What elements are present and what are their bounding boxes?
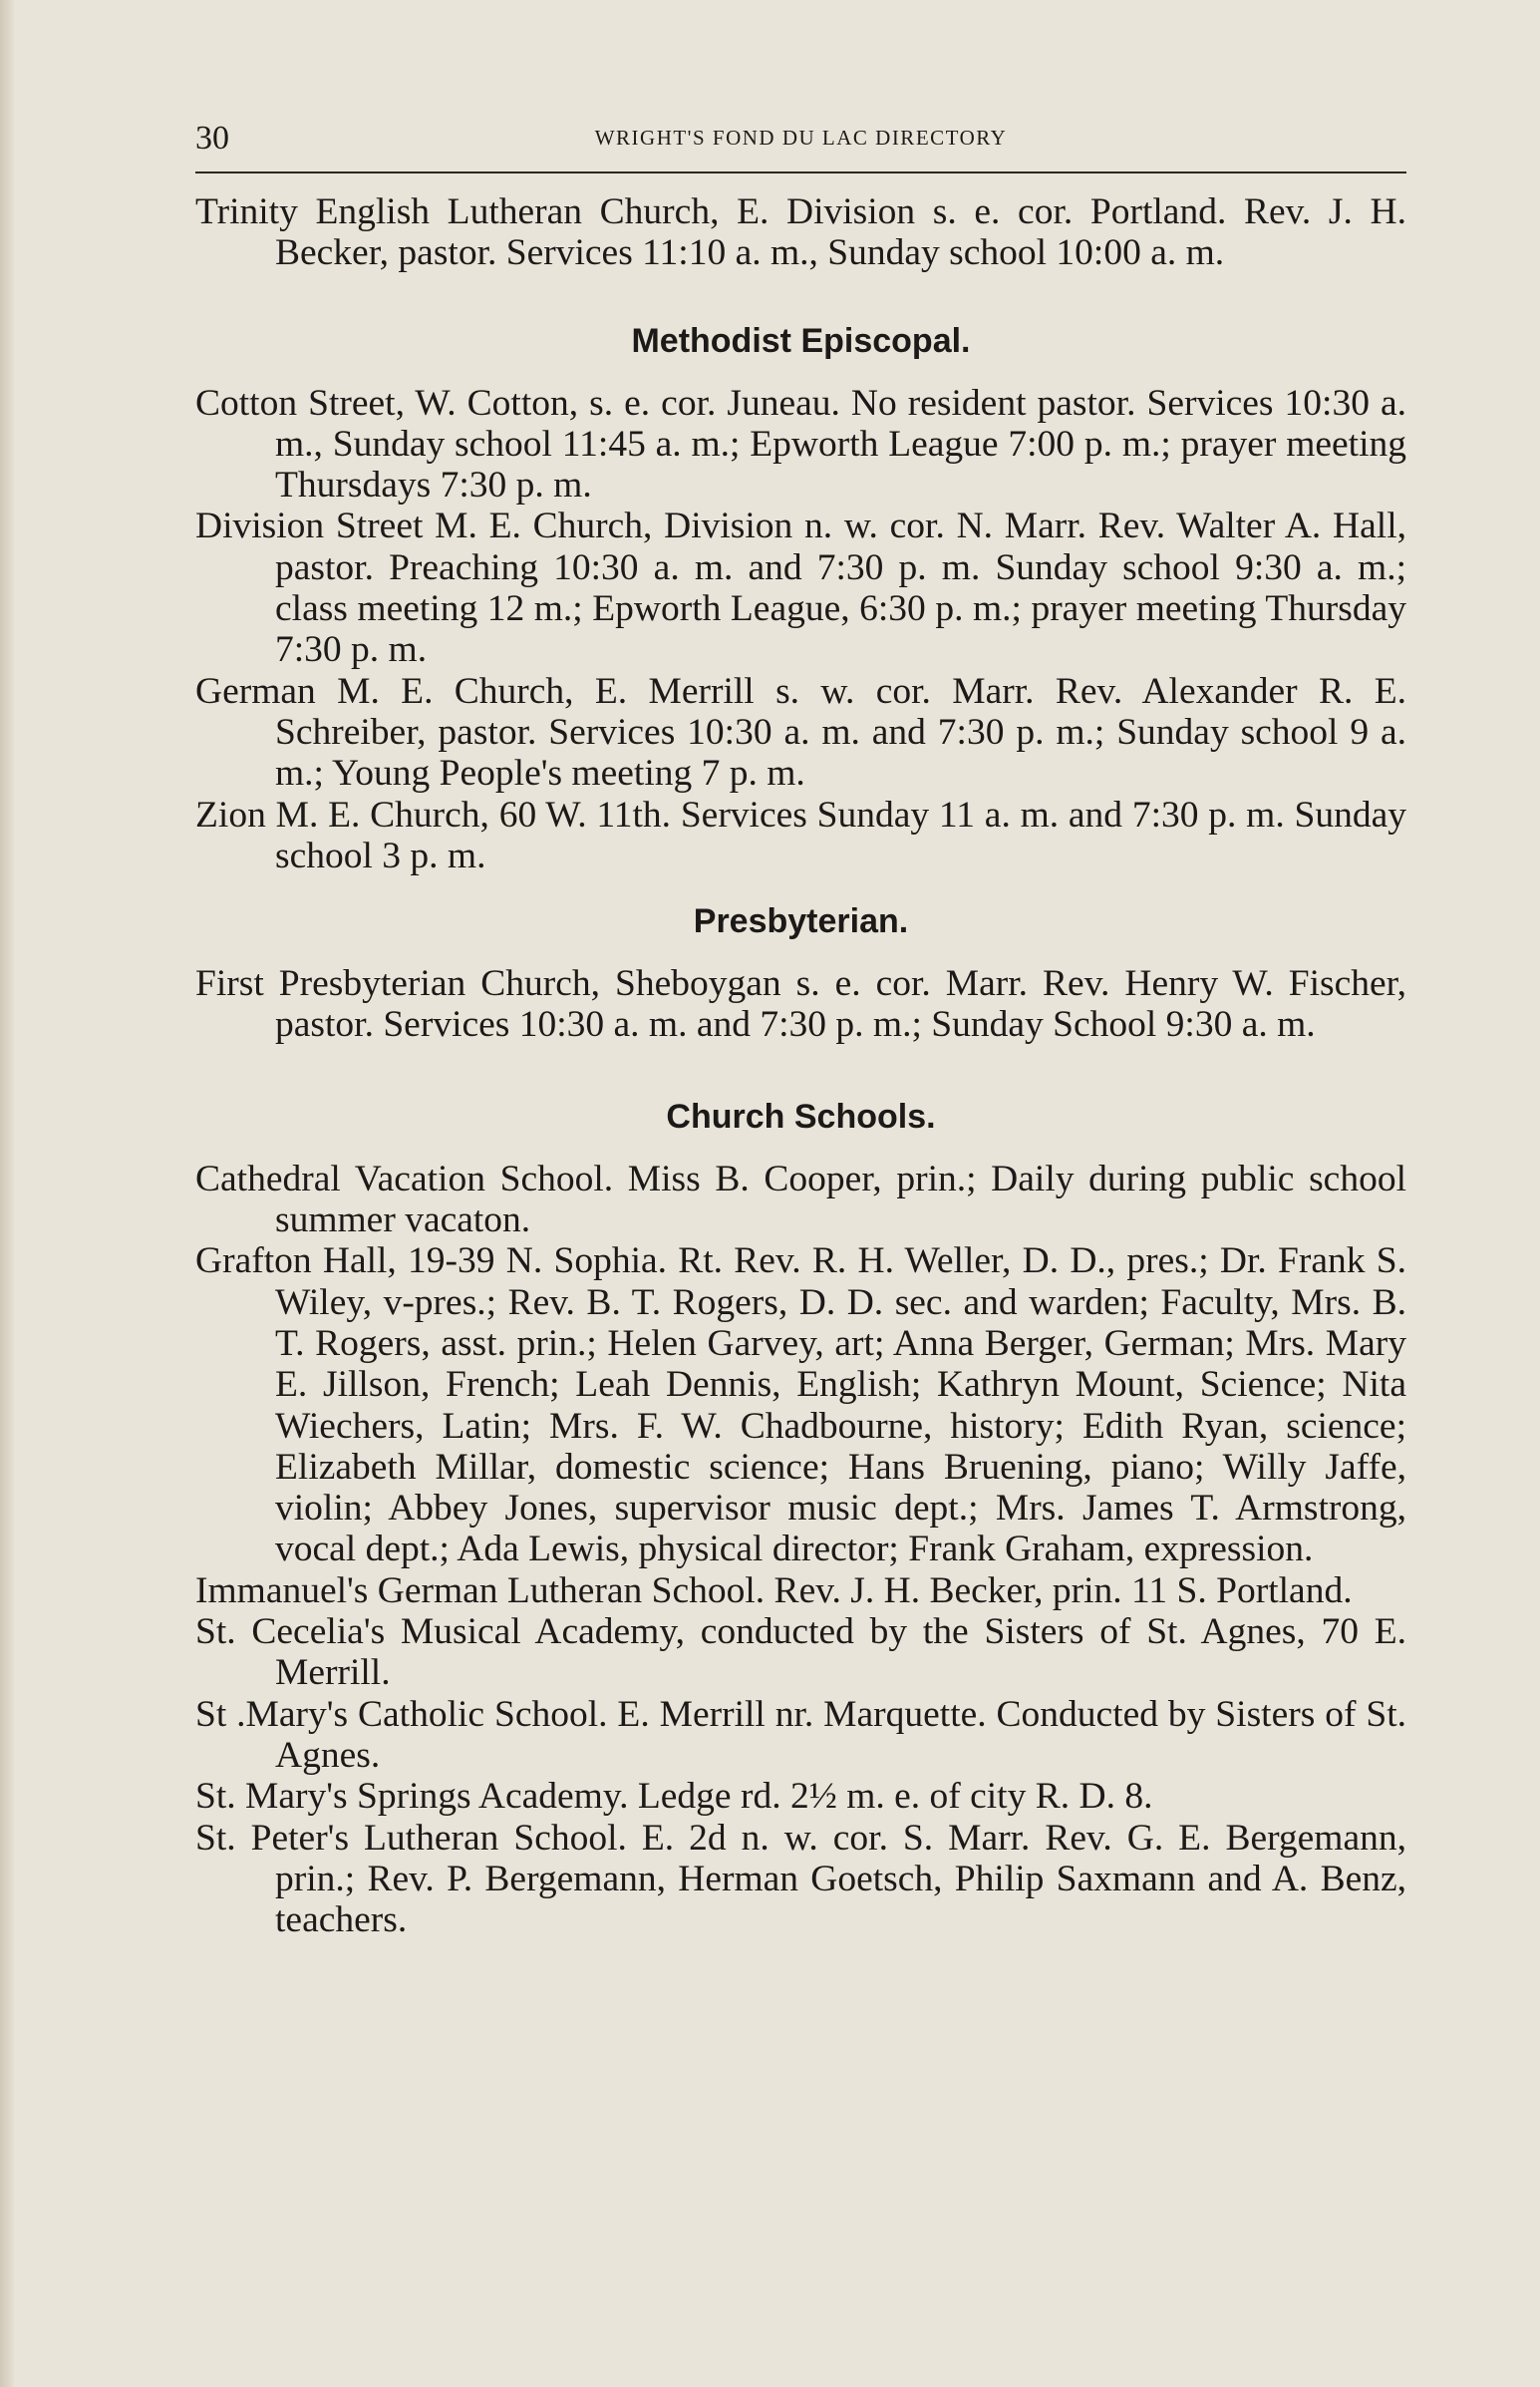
directory-entry-division-street: Division Street M. E. Church, Division n. w. cor. N. Marr. Rev. Walter A. Hall, pastor. Preaching 10:30 a. m. and 7:30 p. m. Sunday school 9:30 a. m.; class meeting 12 m.; Epworth League, 6:30 p. m.; prayer meeting Thursday 7:30 p. m. xyxy=(195,506,1406,671)
directory-content xyxy=(195,191,1406,1940)
directory-entry-st-cecelias-academy: St. Cecelia's Musical Academy, conducted by the Sisters of St. Agnes, 70 E. Merrill. xyxy=(195,1611,1406,1694)
page-header xyxy=(195,112,1406,173)
section-heading-methodist-episcopal: Methodist Episcopal. xyxy=(631,321,971,360)
directory-entry-zion-me-church: Zion M. E. Church, 60 W. 11th. Services Sunday 11 a. m. and 7:30 p. m. Sunday school 3 p. m. xyxy=(195,794,1406,876)
directory-entry-st-marys-catholic-school: St .Mary's Catholic School. E. Merrill nr. Marquette. Conducted by Sisters of St. Agnes. xyxy=(195,1693,1406,1776)
section-heading-church-schools: Church Schools. xyxy=(666,1097,936,1136)
directory-entry-cotton-street: Cotton Street, W. Cotton, s. e. cor. Juneau. No resident pastor. Services 10:30 a. m., Sunday school 11:45 a. m.; Epworth League 7:00 p. m.; prayer meeting Thursdays 7:30 p. m. xyxy=(195,382,1406,507)
directory-entry-trinity-english-lutheran: Trinity English Lutheran Church, E. Division s. e. cor. Portland. Rev. J. H. Becker, pastor. Services 11:10 a. m., Sunday school 10:00 a. m. xyxy=(195,191,1406,274)
directory-entry-st-peters-lutheran-school: St. Peter's Lutheran School. E. 2d n. w. cor. S. Marr. Rev. G. E. Bergemann, prin.; Rev. P. Bergemann, Herman Goetsch, Philip Saxmann and A. Benz, teachers. xyxy=(195,1817,1406,1941)
page-binding-edge xyxy=(0,0,14,2387)
directory-entry-st-marys-springs-academy: St. Mary's Springs Academy. Ledge rd. 2½ m. e. of city R. D. 8. xyxy=(195,1776,1153,1818)
directory-entry-grafton-hall: Grafton Hall, 19-39 N. Sophia. Rt. Rev. R. H. Weller, D. D., pres.; Dr. Frank S. Wiley, v-pres.; Rev. B. T. Rogers, D. D. sec. and warden; Faculty, Mrs. B. T. Rogers, asst. prin.; Helen Garvey, art; Anna Berger, German; Mrs. Mary E. Jillson, French; Leah Dennis, English; Kathryn Mount, Science; Nita Wiechers, Latin; Mrs. F. W. Chadbourne, history; Edith Ryan, science; Elizabeth Millar, domestic science; Hans Bruening, piano; Willy Jaffe, violin; Abbey Jones, supervisor music dept.; Mrs. James T. Armstrong, vocal dept.; Ada Lewis, physical director; Frank Graham, expression. xyxy=(195,1240,1406,1570)
section-heading-presbyterian: Presbyterian. xyxy=(693,902,909,941)
directory-entry-cathedral-vacation-school: Cathedral Vacation School. Miss B. Cooper, prin.; Daily during public school summer vacaton. xyxy=(195,1158,1406,1241)
directory-entry-immanuels-german-lutheran: Immanuel's German Lutheran School. Rev. J. H. Becker, prin. 11 S. Portland. xyxy=(195,1569,1353,1611)
page-number: 30 xyxy=(195,120,229,157)
running-title: WRIGHT'S FOND DU LAC DIRECTORY xyxy=(594,126,1008,150)
directory-entry-german-me-church: German M. E. Church, E. Merrill s. w. cor. Marr. Rev. Alexander R. E. Schreiber, pastor. Services 10:30 a. m. and 7:30 p. m.; Sunday school 9 a. m.; Young People's meeting 7 p. m. xyxy=(195,670,1406,795)
directory-entry-first-presbyterian: First Presbyterian Church, Sheboygan s. e. cor. Marr. Rev. Henry W. Fischer, pastor. Services 10:30 a. m. and 7:30 p. m.; Sunday School 9:30 a. m. xyxy=(195,963,1406,1046)
